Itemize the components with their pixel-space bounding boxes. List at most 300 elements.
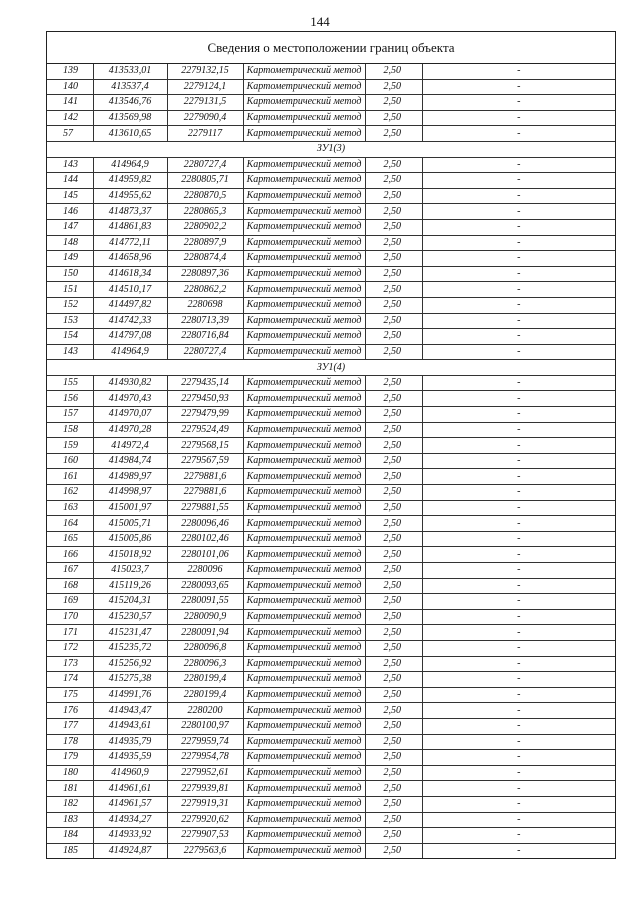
table-row [47,95,615,111]
y-coordinate-cell: 2280897,9 [167,235,243,251]
x-coordinate-cell: 414959,82 [93,173,167,189]
x-coordinate-cell: 413569,98 [93,110,167,126]
table-row [47,578,615,594]
accuracy-cell: 2,50 [365,796,422,812]
table-row [47,531,615,547]
point-number-cell: 172 [47,640,93,656]
method-cell: Картометрический метод [243,734,365,750]
description-cell: - [422,79,615,95]
table-row [47,609,615,625]
method-cell: Картометрический метод [243,344,365,360]
x-coordinate-cell: 414972,4 [93,438,167,454]
y-coordinate-cell: 2279435,14 [167,375,243,391]
description-cell: - [422,500,615,516]
x-coordinate-cell: 415005,86 [93,531,167,547]
description-cell: - [422,578,615,594]
y-coordinate-cell: 2280865,3 [167,204,243,220]
x-coordinate-cell: 414658,96 [93,251,167,267]
point-number-cell: 153 [47,313,93,329]
description-cell: - [422,453,615,469]
accuracy-cell: 2,50 [365,672,422,688]
x-coordinate-cell: 413533,01 [93,64,167,79]
x-coordinate-cell: 414970,28 [93,422,167,438]
method-cell: Картометрический метод [243,656,365,672]
table-row [47,563,615,579]
table-row [47,391,615,407]
point-number-cell: 152 [47,297,93,313]
table-row [47,219,615,235]
x-coordinate-cell: 415235,72 [93,640,167,656]
method-cell: Картометрический метод [243,329,365,345]
y-coordinate-cell: 2279132,15 [167,64,243,79]
table-row [47,313,615,329]
description-cell: - [422,781,615,797]
method-cell: Картометрический метод [243,516,365,532]
description-cell: - [422,640,615,656]
table-row [47,625,615,641]
x-coordinate-cell: 414772,11 [93,235,167,251]
method-cell: Картометрический метод [243,453,365,469]
description-cell: - [422,672,615,688]
x-coordinate-cell: 415023,7 [93,563,167,579]
accuracy-cell: 2,50 [365,750,422,766]
accuracy-cell: 2,50 [365,687,422,703]
x-coordinate-cell: 414970,07 [93,407,167,423]
point-number-cell: 174 [47,672,93,688]
accuracy-cell: 2,50 [365,313,422,329]
accuracy-cell: 2,50 [365,578,422,594]
point-number-cell: 173 [47,656,93,672]
x-coordinate-cell: 414998,97 [93,485,167,501]
description-cell: - [422,157,615,173]
x-coordinate-cell: 414943,61 [93,718,167,734]
table-row [47,64,615,79]
accuracy-cell: 2,50 [365,344,422,360]
accuracy-cell: 2,50 [365,375,422,391]
accuracy-cell: 2,50 [365,235,422,251]
y-coordinate-cell: 2279090,4 [167,110,243,126]
y-coordinate-cell: 2279567,59 [167,453,243,469]
method-cell: Картометрический метод [243,375,365,391]
x-coordinate-cell: 415230,57 [93,609,167,625]
accuracy-cell: 2,50 [365,438,422,454]
method-cell: Картометрический метод [243,812,365,828]
section-heading: ЗУ1(3) [47,141,615,157]
point-number-cell: 167 [47,563,93,579]
x-coordinate-cell: 414497,82 [93,297,167,313]
point-number-cell: 143 [47,157,93,173]
method-cell: Картометрический метод [243,157,365,173]
point-number-cell: 151 [47,282,93,298]
description-cell: - [422,687,615,703]
table-row [47,516,615,532]
point-number-cell: 161 [47,469,93,485]
point-number-cell: 155 [47,375,93,391]
accuracy-cell: 2,50 [365,485,422,501]
point-number-cell: 144 [47,173,93,189]
x-coordinate-cell: 413537,4 [93,79,167,95]
y-coordinate-cell: 2279939,81 [167,781,243,797]
x-coordinate-cell: 414861,83 [93,219,167,235]
table-row [47,765,615,781]
accuracy-cell: 2,50 [365,251,422,267]
description-cell: - [422,703,615,719]
coordinates-table [47,64,615,858]
table-row [47,734,615,750]
y-coordinate-cell: 2279124,1 [167,79,243,95]
y-coordinate-cell: 2279919,31 [167,796,243,812]
table-row [47,718,615,734]
accuracy-cell: 2,50 [365,734,422,750]
y-coordinate-cell: 2280727,4 [167,157,243,173]
accuracy-cell: 2,50 [365,422,422,438]
accuracy-cell: 2,50 [365,297,422,313]
accuracy-cell: 2,50 [365,79,422,95]
table-row [47,173,615,189]
y-coordinate-cell: 2279907,53 [167,828,243,844]
coordinates-table-body [47,64,615,858]
y-coordinate-cell: 2280102,46 [167,531,243,547]
method-cell: Картометрический метод [243,204,365,220]
accuracy-cell: 2,50 [365,329,422,345]
point-number-cell: 143 [47,344,93,360]
y-coordinate-cell: 2280874,4 [167,251,243,267]
accuracy-cell: 2,50 [365,204,422,220]
method-cell: Картометрический метод [243,547,365,563]
description-cell: - [422,594,615,610]
method-cell: Картометрический метод [243,173,365,189]
method-cell: Картометрический метод [243,500,365,516]
description-cell: - [422,485,615,501]
accuracy-cell: 2,50 [365,95,422,111]
point-number-cell: 156 [47,391,93,407]
x-coordinate-cell: 414924,87 [93,843,167,858]
description-cell: - [422,110,615,126]
x-coordinate-cell: 415204,31 [93,594,167,610]
point-number-cell: 169 [47,594,93,610]
point-number-cell: 177 [47,718,93,734]
description-cell: - [422,765,615,781]
y-coordinate-cell: 2279954,78 [167,750,243,766]
accuracy-cell: 2,50 [365,625,422,641]
y-coordinate-cell: 2280096,46 [167,516,243,532]
method-cell: Картометрический метод [243,251,365,267]
y-coordinate-cell: 2280101,06 [167,547,243,563]
x-coordinate-cell: 415119,26 [93,578,167,594]
description-cell: - [422,796,615,812]
point-number-cell: 165 [47,531,93,547]
accuracy-cell: 2,50 [365,500,422,516]
description-cell: - [422,391,615,407]
description-cell: - [422,656,615,672]
y-coordinate-cell: 2280093,65 [167,578,243,594]
x-coordinate-cell: 414510,17 [93,282,167,298]
table-row [47,500,615,516]
description-cell: - [422,95,615,111]
table-row [47,640,615,656]
point-number-cell: 164 [47,516,93,532]
x-coordinate-cell: 414964,9 [93,344,167,360]
point-number-cell: 157 [47,407,93,423]
accuracy-cell: 2,50 [365,157,422,173]
method-cell: Картометрический метод [243,79,365,95]
description-cell: - [422,516,615,532]
method-cell: Картометрический метод [243,718,365,734]
description-cell: - [422,297,615,313]
x-coordinate-cell: 415018,92 [93,547,167,563]
accuracy-cell: 2,50 [365,828,422,844]
point-number-cell: 147 [47,219,93,235]
method-cell: Картометрический метод [243,407,365,423]
description-cell: - [422,625,615,641]
method-cell: Картометрический метод [243,64,365,79]
table-row [47,547,615,563]
y-coordinate-cell: 2280716,84 [167,329,243,345]
table-row [47,469,615,485]
accuracy-cell: 2,50 [365,594,422,610]
table-row [47,375,615,391]
table-row [47,282,615,298]
x-coordinate-cell: 414961,61 [93,781,167,797]
table-row [47,79,615,95]
table-row [47,828,615,844]
y-coordinate-cell: 2279479,99 [167,407,243,423]
accuracy-cell: 2,50 [365,516,422,532]
description-cell: - [422,126,615,142]
y-coordinate-cell: 2279131,5 [167,95,243,111]
method-cell: Картометрический метод [243,110,365,126]
method-cell: Картометрический метод [243,796,365,812]
y-coordinate-cell: 2280090,9 [167,609,243,625]
method-cell: Картометрический метод [243,609,365,625]
section-heading-row [47,360,615,376]
y-coordinate-cell: 2280870,5 [167,188,243,204]
point-number-cell: 154 [47,329,93,345]
x-coordinate-cell: 414960,9 [93,765,167,781]
table-row [47,843,615,858]
x-coordinate-cell: 414961,57 [93,796,167,812]
point-number-cell: 150 [47,266,93,282]
description-cell: - [422,313,615,329]
description-cell: - [422,266,615,282]
x-coordinate-cell: 414618,34 [93,266,167,282]
table-row [47,781,615,797]
description-cell: - [422,531,615,547]
accuracy-cell: 2,50 [365,453,422,469]
point-number-cell: 185 [47,843,93,858]
description-cell: - [422,407,615,423]
accuracy-cell: 2,50 [365,703,422,719]
description-cell: - [422,188,615,204]
description-cell: - [422,344,615,360]
point-number-cell: 146 [47,204,93,220]
accuracy-cell: 2,50 [365,266,422,282]
description-cell: - [422,563,615,579]
accuracy-cell: 2,50 [365,563,422,579]
accuracy-cell: 2,50 [365,469,422,485]
table-row [47,796,615,812]
point-number-cell: 140 [47,79,93,95]
y-coordinate-cell: 2279563,6 [167,843,243,858]
point-number-cell: 171 [47,625,93,641]
y-coordinate-cell: 2280862,2 [167,282,243,298]
method-cell: Картометрический метод [243,781,365,797]
x-coordinate-cell: 414943,47 [93,703,167,719]
table-row [47,812,615,828]
y-coordinate-cell: 2280698 [167,297,243,313]
x-coordinate-cell: 413546,76 [93,95,167,111]
description-cell: - [422,173,615,189]
point-number-cell: 175 [47,687,93,703]
x-coordinate-cell: 414989,97 [93,469,167,485]
point-number-cell: 162 [47,485,93,501]
method-cell: Картометрический метод [243,843,365,858]
accuracy-cell: 2,50 [365,282,422,298]
y-coordinate-cell: 2280091,94 [167,625,243,641]
accuracy-cell: 2,50 [365,531,422,547]
point-number-cell: 176 [47,703,93,719]
y-coordinate-cell: 2280096 [167,563,243,579]
description-cell: - [422,375,615,391]
table-row [47,110,615,126]
description-cell: - [422,843,615,858]
point-number-cell: 179 [47,750,93,766]
description-cell: - [422,438,615,454]
point-number-cell: 183 [47,812,93,828]
method-cell: Картометрический метод [243,126,365,142]
accuracy-cell: 2,50 [365,110,422,126]
y-coordinate-cell: 2280902,2 [167,219,243,235]
y-coordinate-cell: 2279117 [167,126,243,142]
y-coordinate-cell: 2279920,62 [167,812,243,828]
x-coordinate-cell: 415256,92 [93,656,167,672]
x-coordinate-cell: 414742,33 [93,313,167,329]
y-coordinate-cell: 2279952,61 [167,765,243,781]
method-cell: Картометрический метод [243,188,365,204]
x-coordinate-cell: 415231,47 [93,625,167,641]
description-cell: - [422,469,615,485]
description-cell: - [422,750,615,766]
y-coordinate-cell: 2279881,6 [167,469,243,485]
y-coordinate-cell: 2279524,49 [167,422,243,438]
point-number-cell: 170 [47,609,93,625]
accuracy-cell: 2,50 [365,718,422,734]
x-coordinate-cell: 414964,9 [93,157,167,173]
accuracy-cell: 2,50 [365,64,422,79]
x-coordinate-cell: 414935,79 [93,734,167,750]
y-coordinate-cell: 2280091,55 [167,594,243,610]
point-number-cell: 181 [47,781,93,797]
table-row [47,656,615,672]
x-coordinate-cell: 415005,71 [93,516,167,532]
description-cell: - [422,422,615,438]
method-cell: Картометрический метод [243,578,365,594]
x-coordinate-cell: 415275,38 [93,672,167,688]
point-number-cell: 139 [47,64,93,79]
point-number-cell: 168 [47,578,93,594]
method-cell: Картометрический метод [243,235,365,251]
description-cell: - [422,329,615,345]
x-coordinate-cell: 414934,27 [93,812,167,828]
table-row [47,687,615,703]
description-cell: - [422,812,615,828]
method-cell: Картометрический метод [243,469,365,485]
point-number-cell: 184 [47,828,93,844]
accuracy-cell: 2,50 [365,188,422,204]
y-coordinate-cell: 2280199,4 [167,672,243,688]
table-row [47,672,615,688]
accuracy-cell: 2,50 [365,609,422,625]
accuracy-cell: 2,50 [365,640,422,656]
section-heading-row [47,141,615,157]
table-row [47,407,615,423]
table-row [47,485,615,501]
method-cell: Картометрический метод [243,313,365,329]
table-row [47,297,615,313]
point-number-cell: 148 [47,235,93,251]
accuracy-cell: 2,50 [365,781,422,797]
y-coordinate-cell: 2280805,71 [167,173,243,189]
y-coordinate-cell: 2279450,93 [167,391,243,407]
x-coordinate-cell: 414933,92 [93,828,167,844]
table-row [47,188,615,204]
description-cell: - [422,64,615,79]
table-row [47,329,615,345]
accuracy-cell: 2,50 [365,219,422,235]
method-cell: Картометрический метод [243,563,365,579]
x-coordinate-cell: 413610,65 [93,126,167,142]
point-number-cell: 158 [47,422,93,438]
table-row [47,453,615,469]
y-coordinate-cell: 2280199,4 [167,687,243,703]
point-number-cell: 57 [47,126,93,142]
x-coordinate-cell: 414955,62 [93,188,167,204]
table-row [47,204,615,220]
point-number-cell: 180 [47,765,93,781]
method-cell: Картометрический метод [243,625,365,641]
x-coordinate-cell: 414970,43 [93,391,167,407]
method-cell: Картометрический метод [243,219,365,235]
table-row [47,422,615,438]
point-number-cell: 149 [47,251,93,267]
point-number-cell: 166 [47,547,93,563]
accuracy-cell: 2,50 [365,547,422,563]
method-cell: Картометрический метод [243,703,365,719]
y-coordinate-cell: 2280713,39 [167,313,243,329]
method-cell: Картометрический метод [243,438,365,454]
point-number-cell: 145 [47,188,93,204]
accuracy-cell: 2,50 [365,173,422,189]
y-coordinate-cell: 2279881,55 [167,500,243,516]
x-coordinate-cell: 414935,59 [93,750,167,766]
accuracy-cell: 2,50 [365,391,422,407]
y-coordinate-cell: 2279959,74 [167,734,243,750]
point-number-cell: 159 [47,438,93,454]
point-number-cell: 182 [47,796,93,812]
boundary-table-frame [46,31,616,859]
description-cell: - [422,828,615,844]
y-coordinate-cell: 2280897,36 [167,266,243,282]
y-coordinate-cell: 2280096,3 [167,656,243,672]
x-coordinate-cell: 414873,37 [93,204,167,220]
table-row [47,344,615,360]
description-cell: - [422,547,615,563]
x-coordinate-cell: 414930,82 [93,375,167,391]
x-coordinate-cell: 414984,74 [93,453,167,469]
method-cell: Картометрический метод [243,765,365,781]
accuracy-cell: 2,50 [365,656,422,672]
table-row [47,126,615,142]
